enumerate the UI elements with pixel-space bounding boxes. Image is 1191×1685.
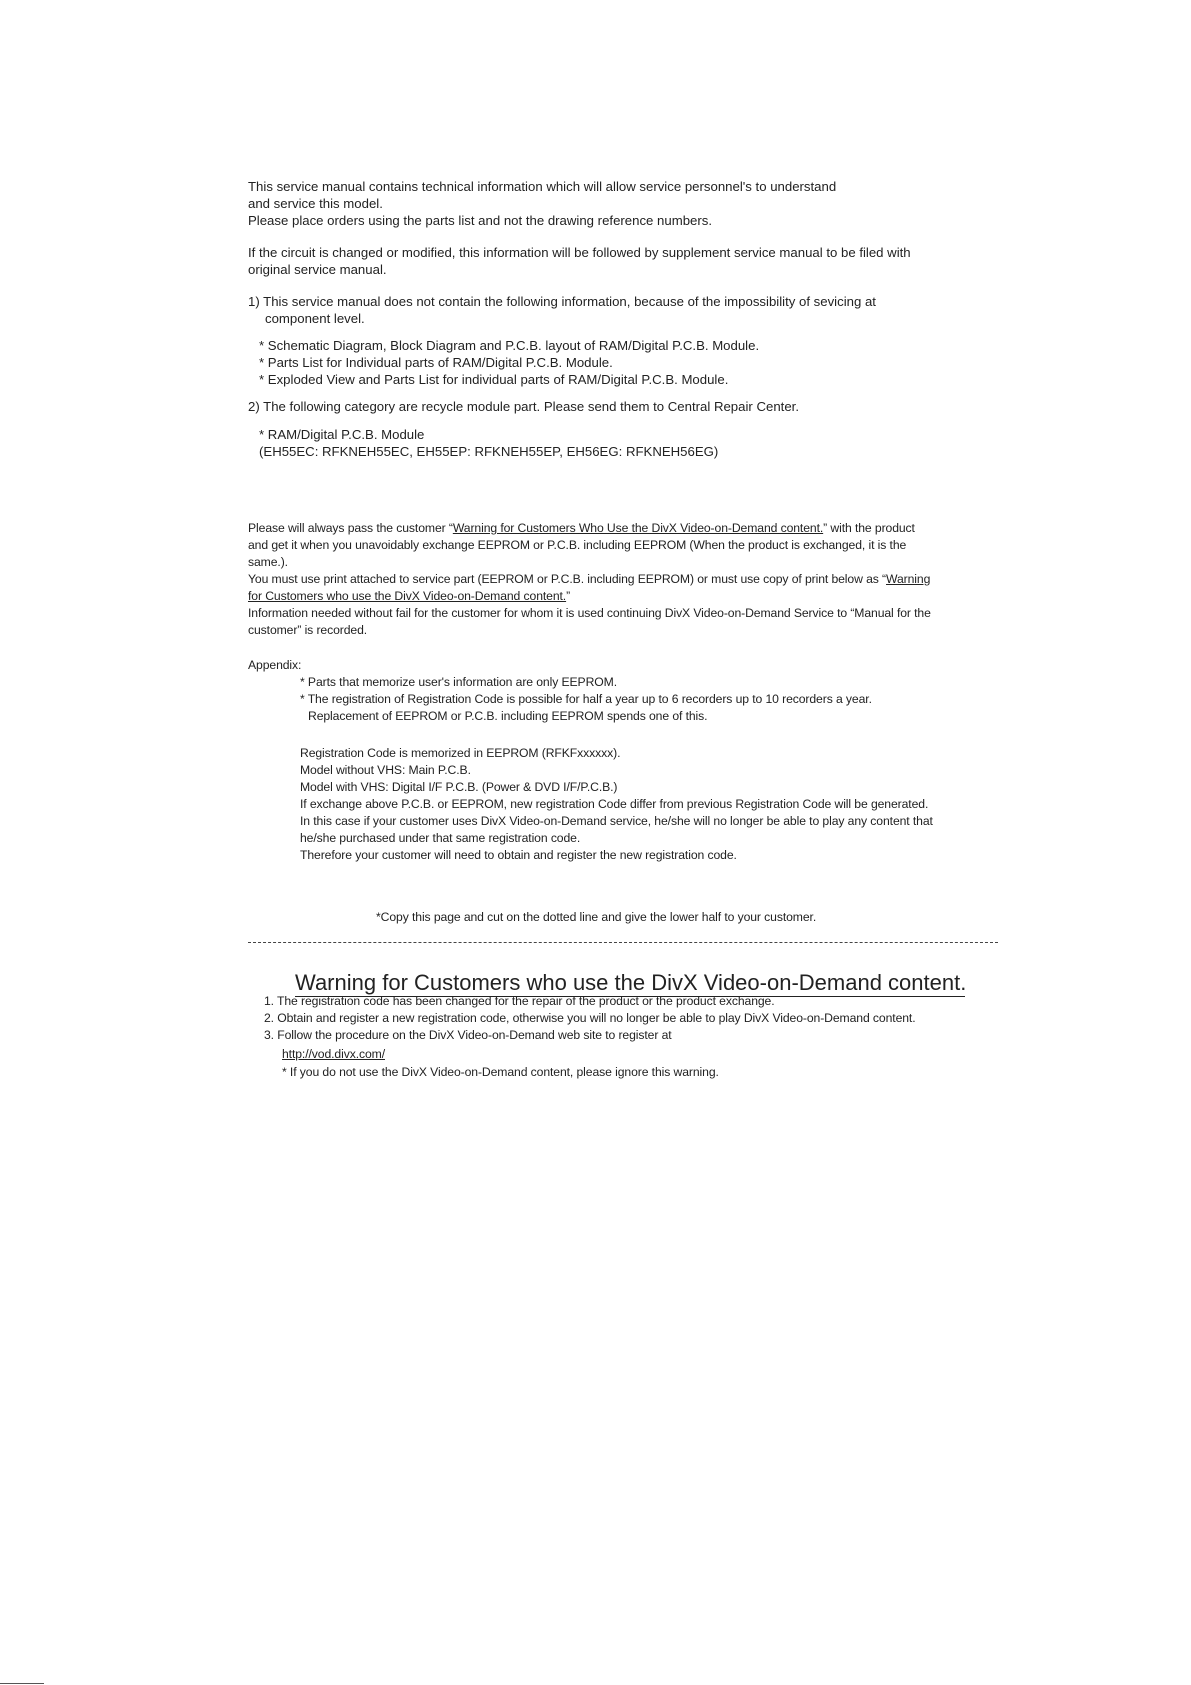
warning-reference-link: Warning for Customers Who Use the DivX Video-on-Demand content. xyxy=(452,521,824,535)
copy-instruction: *Copy this page and cut on the dotted line and give the lower half to your customer. xyxy=(376,910,817,924)
warning-item: 1. The registration code has been changed for the repair of the product or the product exchange. xyxy=(264,994,775,1008)
appendix-bullet-cont: Replacement of EEPROM or P.C.B. including EEPROM spends one of this. xyxy=(308,709,708,723)
appendix-bullet: * Parts that memorize user's information are only EEPROM. xyxy=(300,675,618,689)
intro-line-2: and service this model. xyxy=(248,196,383,211)
intro-line-5: original service manual. xyxy=(248,262,387,277)
warning-title: Warning for Customers who use the DivX Video-on-Demand content. xyxy=(295,970,967,995)
section1-item: * Schematic Diagram, Block Diagram and P.C.B. layout of RAM/Digital P.C.B. Module. xyxy=(259,338,760,353)
section2-line-1: 2) The following category are recycle module part. Please send them to Central Repair Center. xyxy=(248,399,799,414)
appendix-line: In this case if your customer uses DivX Video-on-Demand service, he/she will no longer be able to play any content that xyxy=(300,814,933,828)
section1-line-2: component level. xyxy=(265,311,365,326)
warning-item: 2. Obtain and register a new registration code, otherwise you will no longer be able to play DivX Video-on-Demand content. xyxy=(264,1011,916,1025)
intro-line-1: This service manual contains technical information which will allow service personnel's to understand xyxy=(248,179,837,194)
notice-line-4 xyxy=(248,571,930,587)
notice-text: ” with the product xyxy=(823,521,915,535)
intro-line-3: Please place orders using the parts list and not the drawing reference numbers. xyxy=(248,213,713,228)
notice-line-2: and get it when you unavoidably exchange EEPROM or P.C.B. including EEPROM (When the product is exchanged, it is the xyxy=(248,538,907,552)
appendix-label: Appendix: xyxy=(248,658,302,672)
notice-text: You must use print attached to service part (EEPROM or P.C.B. including EEPROM) or must use copy of print below as “ xyxy=(248,572,887,586)
divx-url-link[interactable]: http://vod.divx.com/ xyxy=(282,1047,385,1061)
warning-reference-link: Warning xyxy=(886,572,931,586)
warning-item: 3. Follow the procedure on the DivX Video-on-Demand web site to register at xyxy=(264,1028,672,1042)
page-edge-mark xyxy=(0,1683,44,1684)
section1-item: * Parts List for Individual parts of RAM/Digital P.C.B. Module. xyxy=(259,355,613,370)
notice-text: Please will always pass the customer “ xyxy=(248,521,453,535)
appendix-line: Model with VHS: Digital I/F P.C.B. (Power & DVD I/F/P.C.B.) xyxy=(300,780,618,794)
appendix-line: Registration Code is memorized in EEPROM (RFKFxxxxxx). xyxy=(300,746,621,760)
section2-item: * RAM/Digital P.C.B. Module xyxy=(259,427,425,442)
section1-item: * Exploded View and Parts List for individual parts of RAM/Digital P.C.B. Module. xyxy=(259,372,729,387)
appendix-bullet: * The registration of Registration Code is possible for half a year up to 6 recorders up to 10 recorders a year. xyxy=(300,692,872,706)
notice-line-1 xyxy=(248,520,915,536)
notice-line-6: Information needed without fail for the customer for whom it is used continuing DivX Video-on-Demand Service to “Manual for the xyxy=(248,606,931,620)
appendix-line: Therefore your customer will need to obtain and register the new registration code. xyxy=(300,848,737,862)
notice-line-3: same.). xyxy=(248,555,288,569)
appendix-line: If exchange above P.C.B. or EEPROM, new registration Code differ from previous Registration Code will be generated. xyxy=(300,797,929,811)
appendix-line: he/she purchased under that same registration code. xyxy=(300,831,581,845)
notice-text: ” xyxy=(566,589,571,603)
section2-models: (EH55EC: RFKNEH55EC, EH55EP: RFKNEH55EP, EH56EG: RFKNEH56EG) xyxy=(259,444,719,459)
cut-line xyxy=(248,942,998,943)
appendix-line: Model without VHS: Main P.C.B. xyxy=(300,763,471,777)
warning-reference-link: for Customers who use the DivX Video-on-Demand content. xyxy=(248,589,567,603)
section1-line-1: 1) This service manual does not contain the following information, because of the impossibility of sevicing at xyxy=(248,294,876,309)
intro-line-4: If the circuit is changed or modified, this information will be followed by supplement service manual to be filed with xyxy=(248,245,911,260)
notice-line-7: customer” is recorded. xyxy=(248,623,368,637)
notice-line-5 xyxy=(248,588,570,604)
warning-note: * If you do not use the DivX Video-on-Demand content, please ignore this warning. xyxy=(282,1065,719,1079)
